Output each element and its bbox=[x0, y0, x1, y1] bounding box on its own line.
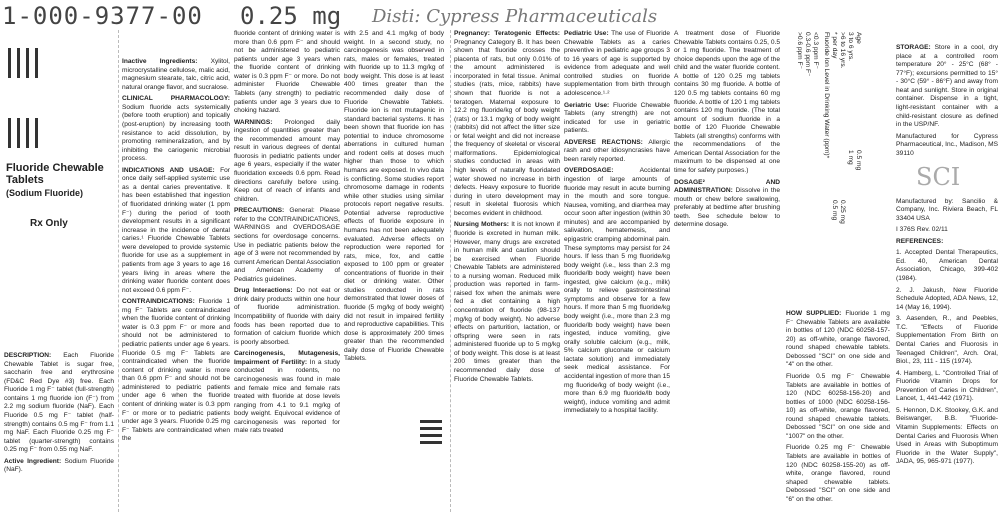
drug-interactions-heading: Drug Interactions: bbox=[234, 287, 293, 295]
references bbox=[896, 238, 998, 467]
contraindications-heading: CONTRAINDICATIONS: bbox=[122, 298, 195, 306]
barcode-top bbox=[8, 48, 38, 78]
panel-description bbox=[4, 352, 114, 508]
dosage-text: Dissolve in the mouth or chew before swallowing, preferably at bedtime after brushing teeth. See schedule below to determine dosage. bbox=[674, 187, 780, 229]
treatment-dose-text: A treatment dose of Fluoride Chewable Tablets contains 0.25, 0.5 or 1 mg fluoride. The treatment of choice depends upon the age of the child and the water fluoride content. A bottle of 120 0.25 mg tablets contains 30 mg fluoride. A bottle of 120 0.5 mg tablets contains 60 mg fluoride. A bottle of 120 1 mg tablets contains 120 mg fluoride. (The total amount of sodium fluoride in a bottle of 120 Fluoride Chewable Tablets (all strengths) conforms with the recommendations of the American Dental Association for the maximum to be dispensed at one time for safety purposes.) bbox=[674, 30, 780, 174]
panel-3 bbox=[234, 30, 340, 508]
contraindications-continued: fluoride content of drinking water is more than 0.6 ppm F⁻ and should not be administered to pediatric patients under age 3 years when the fluoride content of drinking water is 0.3 ppm F⁻ or more. Do not administer Fluoride Chewable Tablets (any strength) to pediatric patients under age 3 years due to choking hazard. bbox=[234, 30, 340, 115]
overdosage-heading: OVERDOSAGE: bbox=[564, 167, 614, 175]
indications-heading: INDICATIONS AND USAGE: bbox=[122, 166, 215, 174]
table-value-4: 0.5 mg bbox=[831, 200, 838, 221]
dosage-heading: DOSAGE² AND ADMINISTRATION: bbox=[674, 178, 780, 195]
indications-text: For once daily self-applied systemic use as a dental caries preventative. It has been established that ingestion of fluoridated drinking water (1 ppm F⁻) during the period of tooth development results in a significant increase in the incidence of dental caries.¹ Fluoride Chewable Tablets were developed to provide systemic fluoride for use as a supplement in patients from age 3 years to age 16 years living in areas where the drinking water fluoride content does not exceed 0.6 ppm F⁻. bbox=[122, 166, 230, 294]
handwritten-ndc: 1-000-9377-00 bbox=[2, 2, 203, 30]
table-value-3: 0.25 mg bbox=[839, 200, 846, 224]
panel-storage bbox=[896, 44, 998, 508]
references-heading: REFERENCES: bbox=[896, 237, 944, 245]
reference-item: 1. Accepted Dental Therapeutics, Ed. 40, American Dental Association, Chicago, 399-402 (1984). bbox=[896, 249, 998, 282]
product-title: Fluoride Chewable Tablets bbox=[6, 162, 104, 186]
panel-2 bbox=[122, 58, 230, 508]
manufactured-for: Manufactured for Cypress Pharmaceutical, Inc., Madison, MS 39110 bbox=[896, 132, 998, 157]
pharmacology-text: Sodium fluoride acts systemically (before tooth eruption) and topically (post-eruption) by increasing tooth resistance to acid dissolution, by promoting remineralization, and by inhibiting the cariogenic microbial process. bbox=[122, 103, 230, 163]
reference-item: 5. Hennon, D.K. Stookey, G.K. and Beiswanger, B.B. "Fluoride-Vitamin Supplements: Effects on Dental Caries and Fluorosis When Used in Areas with Suboptimum Fluoride in the Water Supply", JADA, 95, 965-971 (1977). bbox=[896, 406, 998, 466]
table-age-3: * per day bbox=[831, 32, 838, 59]
table-age-1: 3 to 6 yrs. bbox=[847, 32, 854, 61]
how-supplied bbox=[786, 310, 890, 508]
how-supplied-text-3: Fluoride 0.25 mg F⁻ Chewable Tablets are available in bottles of 120 (NDC 60258-155-20) as off-white, orange flavored, round shaped chewable tablets. Debossed "SCI" on one side and "6" on the other. bbox=[786, 444, 890, 503]
table-row-3: >0.6 ppm F⁻ bbox=[796, 32, 803, 70]
carcinogenesis-heading: Carcinogenesis, Mutagenesis, Impairment of Fertility: bbox=[234, 350, 340, 366]
company-logo: SCI bbox=[916, 163, 961, 192]
nursing-heading: Nursing Mothers: bbox=[454, 221, 509, 229]
drug-interactions-text: Do not eat or drink dairy products within one hour of fluoride administration. Incompatibility of fluoride with dairy foods has been reported due to formation of calcium fluoride which is poorly absorbed. bbox=[234, 287, 340, 346]
warnings-text: Prolonged daily ingestion of quantities greater than the recommended amount may result in various degrees of dental fluorosis in pediatric patients under age 6 years, especially if the water fluoridation exceeds 0.6 ppm. Read directions carefully before using. Keep out of reach of infants and children. bbox=[234, 118, 340, 203]
fold-line bbox=[450, 30, 451, 512]
reference-item: 3. Aasenden, R., and Peebles, T.C. "Effects of Fluoride Supplementation From Birth on Dental Caries and Fluorosis in Teenaged Children", Arch. Oral, Biol., 23, 111 - 115 (1974). bbox=[896, 315, 998, 366]
fold-line bbox=[118, 30, 119, 512]
table-value-2: 1 mg bbox=[847, 150, 854, 165]
how-supplied-text-1: Fluoride 1 mg F⁻ Chewable Tablets are available in bottles of 120 (NDC 60258-157-20) as off-white, orange flavored, round shaped chewable tablets. Debossed "SCI" on one side and "4" on the other. bbox=[786, 310, 890, 369]
table-row-2: 0.3-0.6 ppm F⁻ bbox=[804, 32, 811, 77]
active-text: Sodium Fluoride (NaF). bbox=[4, 457, 114, 474]
table-value-1: 0.5 mg bbox=[855, 150, 862, 171]
adverse-text: Allergic rash and other idiosyncrasies have been rarely reported. bbox=[564, 138, 670, 163]
storage-text: Store in a cool, dry place at a controlled room temperature 20° - 25°C (68° - 77°F); excursions permitted to 15° - 30°C (59° - 86°F) and away from heat and sunlight. Store in original container. Dispense in a tight, light-resistant container with a child-resistant closure as defined in the USP/NF. bbox=[896, 44, 998, 129]
table-age-heading: Age bbox=[855, 32, 862, 44]
inactive-text: Xylitol, microcrystalline cellulose, malic acid, magnesium stearate, talc, citric acid, natural orange flavor, and sucralose. bbox=[122, 58, 230, 91]
pregnancy-heading: Pregnancy: Teratogenic Effects: bbox=[454, 30, 560, 37]
inactive-heading: Inactive Ingredients: bbox=[122, 58, 198, 65]
product-subtitle: (Sodium Fluoride) bbox=[6, 188, 83, 198]
precautions-heading: PRECAUTIONS: bbox=[234, 207, 285, 215]
table-age-2: >6 to 16 yrs. bbox=[839, 32, 846, 69]
handwritten-strength: 0.25 mg bbox=[240, 2, 342, 30]
pharmacology-heading: CLINICAL PHARMACOLOGY: bbox=[122, 95, 230, 103]
precautions-text: General: Please refer to the CONTRAINDICATIONS, WARNINGS and OVERDOSAGE sections for overdosage concerns. Use in pediatric patients below the age of 3 were not recommended by current American Dental Association and American Academy of Pediatrics guidelines. bbox=[234, 207, 340, 283]
panel-7 bbox=[674, 30, 780, 330]
pregnancy-text: Pregnancy Category B. It has been shown that fluoride crosses the placenta of rats, but only 0.01% of the amount administered is incorporated in fetal tissue. Animal studies (rats, mice, rabbits) have shown that fluoride is not a teratogen. Maternal exposure to 12.2 mg fluoride/kg of body weight (rats) or 13.1 mg/kg of body weight (rabbits) did not affect the litter size or fetal weight and did not increase the frequency of skeletal or visceral malformations. Epidemiological studies conducted in areas with high levels of naturally fluoridated water showed no increase in birth defects. Heavy exposure to fluoride during in utero development may result in skeletal fluorosis which becomes evident in childhood. bbox=[454, 38, 560, 217]
barcode-side bbox=[420, 420, 442, 444]
description-heading: DESCRIPTION: bbox=[4, 352, 52, 359]
storage-heading: STORAGE: bbox=[896, 44, 931, 51]
pediatric-heading: Pediatric Use: bbox=[564, 30, 609, 37]
barcode-bottom bbox=[8, 118, 38, 148]
carcinogenesis-text: In a study conducted in rodents, no carcinogenesis was found in male and female mice and female rats treated with fluoride at dose levels ranging from 4.1 to 9.1 mg/kg of body weight. Equivocal evidence of carcinogenesis was reported for male rats treated bbox=[234, 358, 340, 435]
reference-item: 4. Hamberg, L. "Controlled Trial of Fluoride Vitamin Drops for Prevention of Caries in Children", Lancet, 1, 441-442 (1971). bbox=[896, 369, 998, 403]
geriatric-text: Fluoride Chewable Tablets (any strength) are not indicated for use in geriatric patients. bbox=[564, 101, 670, 135]
panel-6 bbox=[564, 30, 670, 508]
description-text: Each Fluoride Chewable Tablet is sugar free, saccharin free and erythrosine (FD&C Red Dye #3) free. Each Fluoride 1 mg F⁻ tablet (full-strength) contains 1 mg fluoride ion (F⁻) from 2.2 mg sodium fluoride (NaF). Each Fluoride 0.5 mg F⁻ tablet (half-strength) contains 0.5 mg F⁻ from 1.1 mg NaF. Each Fluoride 0.25 mg F⁻ tablet (quarter-strength) contains 0.25 mg F⁻ from 0.55 mg NaF. bbox=[4, 352, 114, 454]
warnings-heading: WARNINGS: bbox=[234, 118, 273, 126]
overdosage-text: Accidental ingestion of large amounts of fluoride may result in acute burning in the mouth and sore tongue. Nausea, vomiting, and diarrhea may occur soon after ingestion (within 30 minutes) and are accompanied by salivation, hematemesis, and epigastric cramping abdominal pain. These symptoms may persist for 24 hours. If less than 5 mg fluoride/kg body weight (i.e., less than 2.3 mg fluoride/lb body weight) have been ingested, give calcium (e.g., milk) orally to relieve gastrointestinal symptoms and observe for a few hours. If more than 5 mg fluoride/kg body weight (i.e., more than 2.3 mg fluoride/lb body weight) have been ingested, induce vomiting, give orally soluble calcium (e.g., milk, 5% calcium gluconate or calcium lactate solution) and immediately seek medical assistance. For accidental ingestion of more than 15 mg fluoride/kg of body weight (i.e., more than 6.9 mg fluoride/lb body weight), induce vomiting and admit immediately to a hospital facility. bbox=[564, 167, 670, 415]
revision: I 376S Rev. 02/11 bbox=[896, 226, 948, 234]
adverse-heading: ADVERSE REACTIONS: bbox=[564, 138, 643, 146]
active-heading: Active Ingredient: bbox=[4, 457, 62, 465]
handwritten-distributor: Disti: Cypress Pharmaceuticals bbox=[372, 6, 658, 27]
table-row-1: <0.3 ppm F⁻ bbox=[812, 32, 819, 70]
how-supplied-text-2: Fluoride 0.5 mg F⁻ Chewable Tablets are available in bottles of 120 (NDC 60258-156-20) and bottles of 1000 (NDC 60258-156-10) as off-white, orange flavored, round shaped chewable tablets. Debossed "SCI" on one side and "1007" on the other. bbox=[786, 372, 890, 440]
carcinogenesis-continued: with 2.5 and 4.1 mg/kg of body weight. In a second study, no carcinogenesis was observed in rats, males or females, treated with fluoride up to 11.3 mg/kg of body weight. This dose is at least 400 times greater than the recommended daily dose of Fluoride Chewable Tablets. Fluoride ion is not mutagenic in standard bacterial systems. It has been shown that fluoride ion has potential to induce chromosome aberrations in cultured human and rodent cells at doses much higher than those to which humans are exposed. In vivo data is conflicting. Some studies report chromosome damage in rodents while other studies using similar protocols report negative results. Potential adverse reproductive effects of fluoride exposure in humans has not been adequately evaluated. Adverse effects on reproduction were reported for rats, mice, fox, and cattle exposed to 100 ppm or greater concentrations of fluoride in their diet or drinking water. Other studies conducted in rats demonstrated that lower doses of fluoride (5 mg/kg of body weight) did not result in impaired fertility and reproductive capabilities. This dose is approximately 200 times greater than the recommended daily dose of Fluoride Chewable Tablets. bbox=[344, 30, 444, 363]
how-supplied-heading: HOW SUPPLIED: bbox=[786, 310, 842, 317]
reference-item: 2. J. Jakush, New Fluoride Schedule Adopted, ADA News, 12, 14 (May 16, 1994). bbox=[896, 286, 998, 311]
rx-only: Rx Only bbox=[30, 218, 68, 229]
table-header: Fluoride Ion Level in Drinking Water (ppm)* bbox=[823, 32, 830, 159]
pediatric-text: The use of Fluoride Chewable Tablets as a caries preventive in pediatric age groups 3 to 16 years of age is supported by evidence from adequate and well controlled studies on fluoride supplementation from birth through adolescence.¹·² bbox=[564, 30, 670, 97]
geriatric-heading: Geriatric Use: bbox=[564, 101, 610, 109]
nursing-text: It is not known if fluoride is excreted in human milk. However, many drugs are excreted in human milk and caution should be exercised when Fluoride Chewable Tablets are administered to a nursing woman. Reduced milk production was reported in farm-raised fox when the animals were fed a diet containing a high concentration of fluoride (98-137 mg/kg of body weight). No adverse effects on parturition, lactation, or offspring were seen in rats administered fluoride up to 5 mg/kg of body weight. This dose is at least 200 times greater than the recommended daily dose of Fluoride Chewable Tablets. bbox=[454, 221, 560, 383]
dosage-table bbox=[786, 30, 864, 306]
manufactured-by: Manufactured by: Sancilio & Company, Inc. Riviera Beach, FL 33404 USA bbox=[896, 197, 998, 222]
panel-5 bbox=[454, 30, 560, 508]
contraindications-text: Fluoride 1 mg F⁻ Tablets are contraindicated when the fluoride content of drinking water is 0.3 ppm F⁻ or more and should not be administered to pediatric patients under age 6 years. Fluoride 0.5 mg F⁻ Tablets are contraindicated when the fluoride content of drinking water is more than 0.6 ppm F⁻ and should not be administered to pediatric patients under age 6 when the fluoride content of drinking water is 0.3 ppm F⁻ or more or to pediatric patients under age 3 years. Fluoride 0.25 mg F⁻ Tablets are contraindicated when the bbox=[122, 298, 230, 443]
